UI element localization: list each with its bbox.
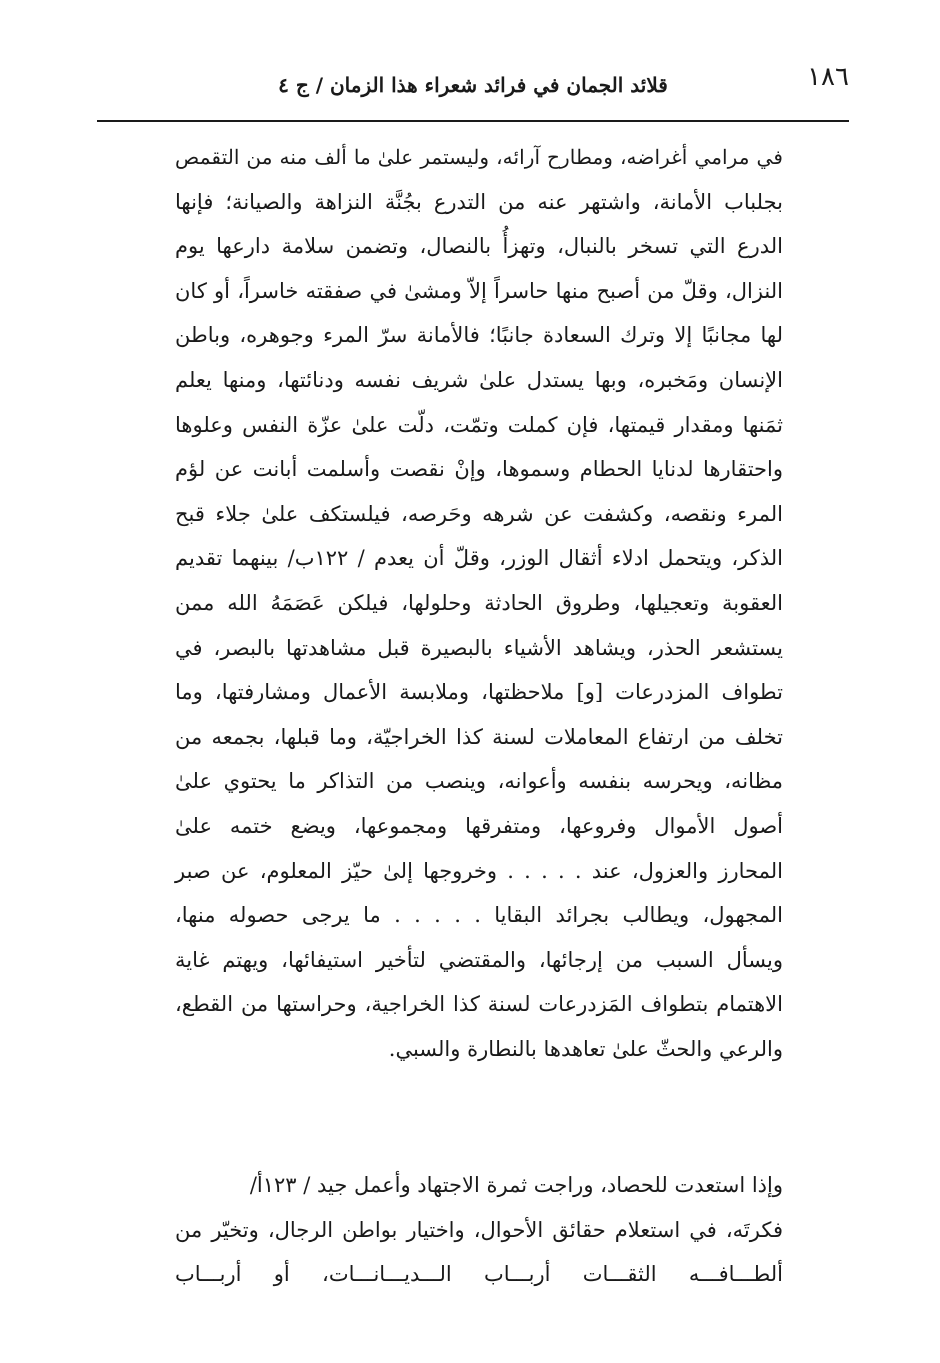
text-line: ألطـــافـــه الثقـــات أربـــاب الـــديـــانـــات، أو أربـــاب [175,1262,783,1287]
text-line: مظانه، ويحرسه بنفسه وأعوانه، وينصب من التذاكر ما يحتوي علىٰ [175,769,783,794]
text-line: في مرامي أغراضه، ومطارح آرائه، وليستمر علىٰ ما ألف منه من التقمص [175,145,783,169]
body-paragraph-2 [175,1163,783,1297]
text-line: واحتقارها لدنايا الحطام وسموها، وإنْ نقصت وأسلمت أبانت عن لؤم [175,457,783,482]
text-line: ثمَنها ومقدار قيمتها، فإن كملت وتمّت، دلّت علىٰ عزّة النفس وعلوها [175,412,783,437]
text-line: النزال، وقلّ من أصبح منها حاسراً إلاّ ومشىٰ في صفقته خاسراً، أو كان [175,278,783,303]
text-line: الإنسان ومَخبره، وبها يستدل علىٰ شريف نفسه ودنائتها، ومنها يعلم [175,367,783,392]
page-header [97,60,849,112]
text-line: والرعي والحثّ علىٰ تعاهدها بالنطارة والسبي. [388,1036,783,1061]
page-number: ١٨٦ [807,62,849,92]
text-line: فكرتَه، في استعلام حقائق الأحوال، واختيار بواطن الرجال، وتخيّر من [175,1217,783,1242]
text-line: الذكر، ويتحمل ادلاء أثقال الوزر، وقلّ أن يعدم / ١٢٢ب/ بينهما تقديم [175,546,783,571]
text-line: لها مجانبًا إلا وترك السعادة جانبًا؛ فالأمانة سرّ المرء وجوهره، وباطن [175,323,783,348]
body-paragraph-1 [175,135,783,1071]
text-line: تطواف المزدرعات [و] ملاحظتها، وملابسة الأعمال ومشارفتها، وما [175,680,783,705]
running-head: قلائد الجمان في فرائد شعراء هذا الزمان / ج ٤ [278,73,668,97]
text-line: أصول الأموال وفروعها، ومتفرقها ومجموعها، ويضع ختمه علىٰ [175,813,783,838]
text-line: بجلباب الأمانة، واشتهر عنه من التدرع بجُنَّة النزاهة والصيانة؛ فإنها [175,189,783,214]
text-line: يستشعر الحذر، ويشاهد الأشياء بالبصيرة قبل مشاهدتها بالبصر، في [175,635,783,660]
header-rule [97,120,849,122]
text-line: المحارز والعزول، عند . . . . . وخروجها إلىٰ حيّز المعلوم، عن صبر [175,858,783,883]
text-line: الاهتمام بتطواف المَزدرعات لسنة كذا الخراجية، وحراستها من القطع، [175,992,783,1017]
text-line: الدرع التي تسخر بالنبال، وتهزأُ بالنصال، وتضمن سلامة دارعها يوم [175,234,783,259]
text-line: العقوبة وتعجيلها، وطروق الحادثة وحلولها، فيلكن عَصَمَهُ الله ممن [175,590,783,615]
text-line: المجهول، ويطالب بجرائد البقايا . . . . . ما يرجى حصوله منها، [175,903,783,928]
text-line: تخلف من ارتفاع المعاملات لسنة كذا الخراجيّة، وما قبلها، بجمعه من [175,724,783,749]
text-line: المرء ونقصه، وكشفت عن شرهه وحَرصه، فيلستكف علىٰ جلاء قبح [175,501,783,526]
text-line: وإذا استعدت للحصاد، وراجت ثمرة الاجتهاد وأعمل جيد / ١٢٣أ/ [249,1173,783,1197]
text-line: ويسأل السبب من إرجائها، والمقتضي لتأخير استيفائها، ويهتم غاية [175,947,783,972]
